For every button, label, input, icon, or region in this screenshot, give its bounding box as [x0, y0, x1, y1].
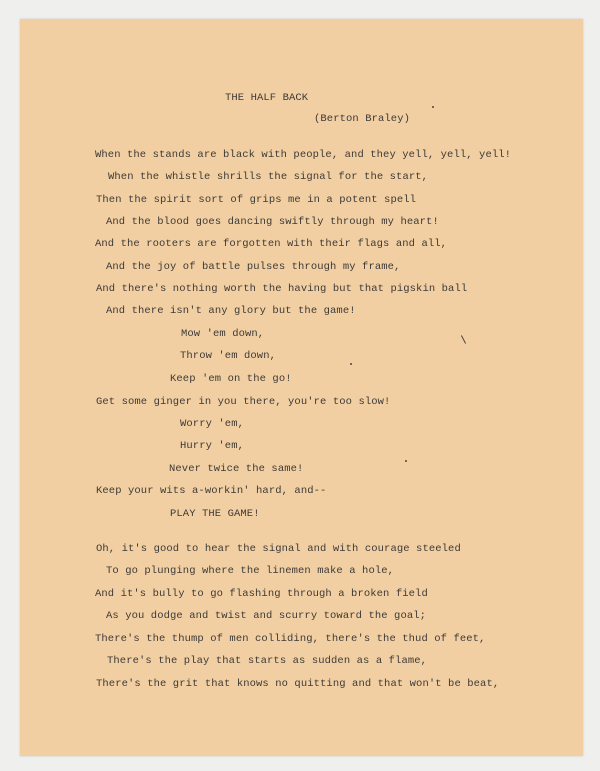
poem-line: As you dodge and twist and scurry toward the goal; [106, 610, 427, 622]
poem-author: (Berton Braley) [314, 113, 411, 125]
stray-dot [405, 460, 407, 462]
poem-line: Oh, it's good to hear the signal and with courage steeled [96, 543, 461, 555]
poem-line: And the blood goes dancing swiftly through my heart! [106, 216, 439, 228]
typewritten-page [20, 19, 583, 756]
poem-line: Then the spirit sort of grips me in a potent spell [96, 194, 417, 206]
poem-line: And there isn't any glory but the game! [106, 305, 356, 317]
refrain-line: Keep your wits a-workin' hard, and-- [96, 485, 327, 497]
poem-line: There's the play that starts as sudden as a flame, [107, 655, 428, 667]
poem-line: When the whistle shrills the signal for the start, [108, 171, 429, 183]
pencil-mark [461, 335, 466, 343]
stray-dot [432, 106, 434, 108]
refrain-line: PLAY THE GAME! [170, 508, 260, 520]
poem-line: And the rooters are forgotten with their flags and all, [95, 238, 448, 250]
poem-title: THE HALF BACK [225, 92, 309, 104]
refrain-line: Throw 'em down, [180, 350, 277, 362]
refrain-line: Mow 'em down, [181, 328, 265, 340]
poem-line: And the joy of battle pulses through my frame, [106, 261, 401, 273]
refrain-line: Get some ginger in you there, you're too slow! [96, 396, 391, 408]
poem-line: There's the grit that knows no quitting and that won't be beat, [96, 678, 500, 690]
poem-line: There's the thump of men colliding, there's the thud of feet, [95, 633, 486, 645]
poem-line: And there's nothing worth the having but that pigskin ball [96, 283, 468, 295]
stray-dot [350, 363, 352, 365]
refrain-line: Hurry 'em, [180, 440, 245, 452]
poem-line: When the stands are black with people, and they yell, yell, yell! [95, 149, 512, 161]
refrain-line: Worry 'em, [180, 418, 245, 430]
poem-line: And it's bully to go flashing through a broken field [95, 588, 428, 600]
poem-line: To go plunging where the linemen make a hole, [106, 565, 395, 577]
refrain-line: Keep 'em on the go! [170, 373, 292, 385]
refrain-line: Never twice the same! [169, 463, 304, 475]
